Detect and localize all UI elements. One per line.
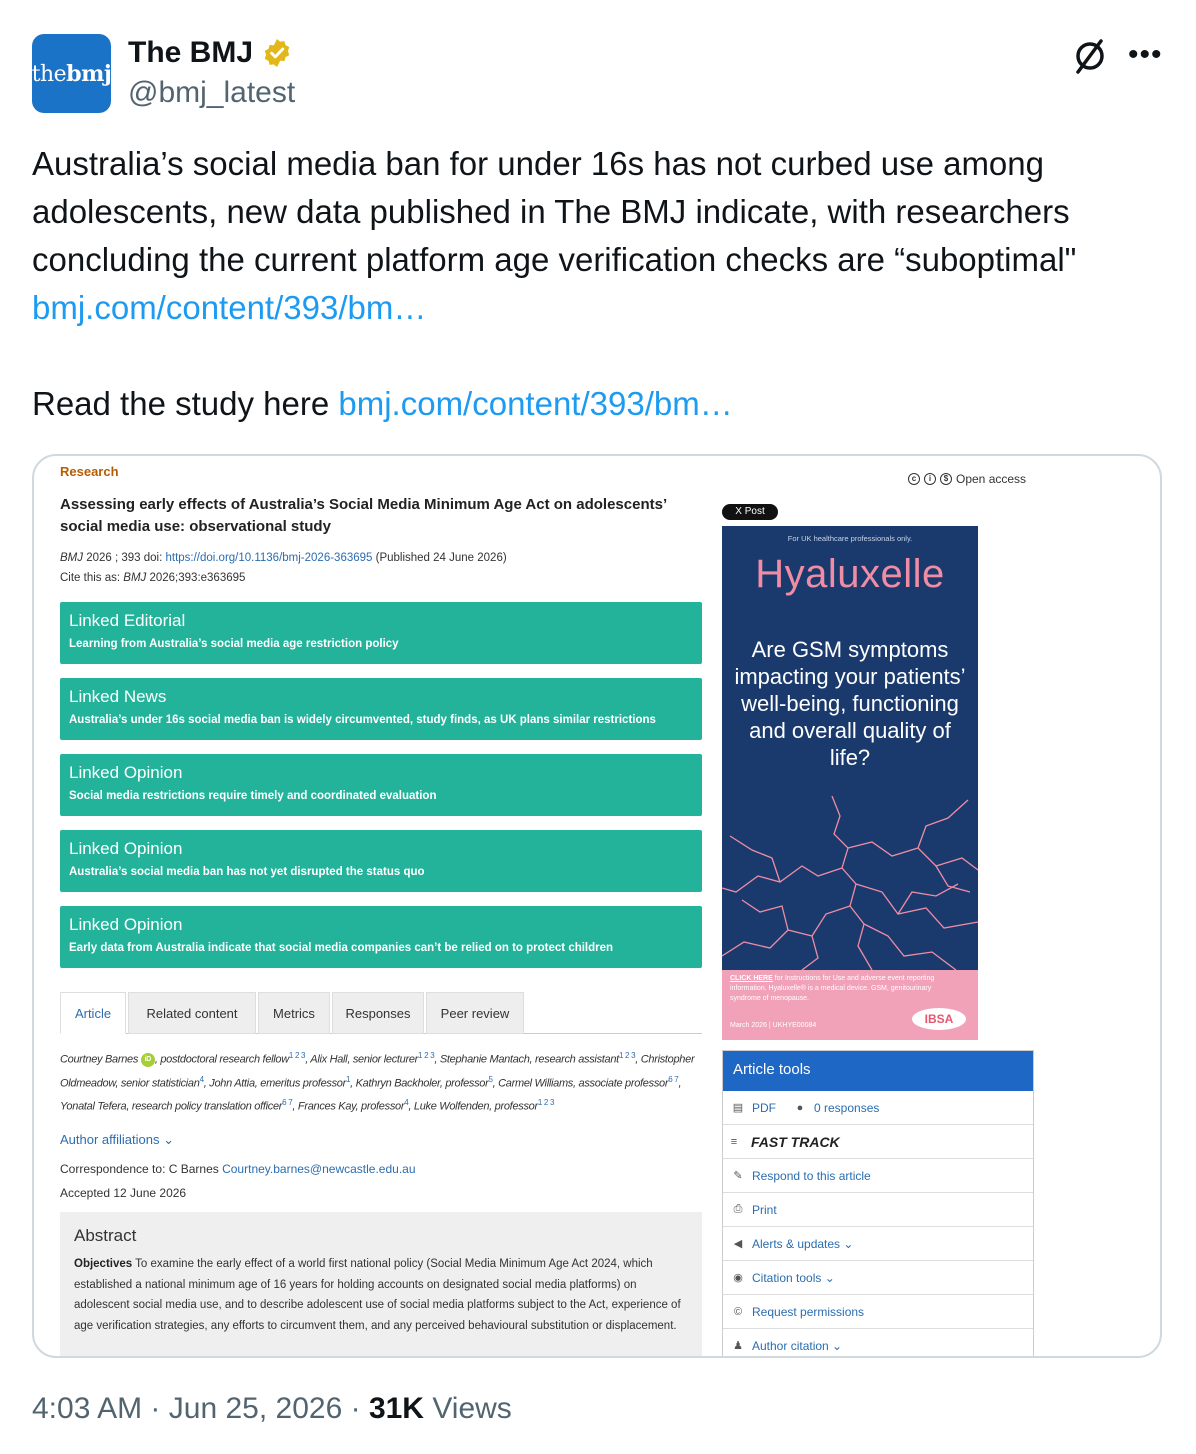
tab-article: Article [60,992,126,1034]
cc-icon: c [908,473,920,485]
article-doi-link: https://doi.org/10.1136/bmj-2026-363695 [165,552,373,564]
article-section-label: Research [60,464,119,479]
article-tabs [60,992,702,1034]
article-title: Assessing early effects of Australia’s Social Media Minimum Age Act on adolescents’ social media use: observational study [60,496,667,535]
tools-pdf-row: ▤ PDF ● 0 responses [723,1091,1033,1125]
cc-by-icon: i [924,473,936,485]
accepted-date: Accepted 12 June 2026 [60,1186,187,1200]
embedded-image-card[interactable] [32,454,1162,1358]
tweet-text-line2: Read the study here [32,385,339,422]
tools-permissions: © Request permissions [723,1295,1033,1329]
linked-item-1: Linked Editorial Learning from Australia’s social media age restriction policy [60,602,702,664]
orcid-icon: iD [141,1053,155,1067]
open-access-badge: c i $ Open access [908,472,1026,486]
article-citation-line: BMJ 2026 ; 393 doi: https://doi.org/10.1136/bmj-2026-363695 (Published 24 June 2026) [60,552,507,564]
article-tools-panel [722,1050,1034,1358]
print-icon: ⎙ [733,1203,743,1215]
grok-icon[interactable] [1070,36,1110,76]
tweet-date[interactable]: Jun 25, 2026 [168,1392,343,1425]
views-count: 31K [368,1392,424,1425]
author-affiliations: Author affiliations ⌄ [60,1132,174,1147]
article-screenshot [34,456,1162,1358]
tweet-text-line1: Australia’s social media ban for under 16s has not curbed use among adolescents, new data published in The BMJ indicate, with researchers concluding the current platform age verification checks are “suboptimal" [32,145,1077,278]
advertisement: For UK healthcare professionals only. Hyaluxelle Are GSM symptoms impacting your patients’ well-being, functioning and overall quality of life? CLICK HERE for Instructions for Use and adverse event reporting information. Hyaluxelle® is a medical device. GSM, genitourinary syndrome of menopause. March 2026 | UKHYE00084 IBSA [722,526,978,1040]
copyright-icon: © [733,1305,743,1318]
x-post-button: X Post [722,504,778,520]
article-tools-heading: Article tools [723,1051,1033,1091]
tab-metrics: Metrics [258,992,330,1034]
verified-badge-icon [261,37,293,69]
views-label: Views [432,1392,512,1425]
tweet-link-2[interactable]: bmj.com/content/393/bm… [338,385,733,422]
author-name-row[interactable] [128,36,293,70]
linked-item-2: Linked News Australia’s under 16s social media ban is widely circumvented, study finds, as UK plans similar restrictions [60,678,702,740]
tools-respond: ✎ Respond to this article [723,1159,1033,1193]
fast-track-icon: ≡ [730,1135,738,1148]
ibsa-logo: IBSA [912,1008,966,1030]
tools-author-citation: ♟ Author citation ⌄ [723,1329,1033,1358]
author-list: Courtney Barnes iD , postdoctoral research fellow$^{1 2 3}$, Alix Hall, senior lecturer$^{1 2 3}$, Stephanie Mantach, research assistant$^{1 2 3}$, Christopher Oldmeadow, senior statistician$^4$, John Attia, emeritus professor$^1$, Kathryn Backholer, professor$^5$, Carmel Williams, associate professor$^{6 7}$, Yonatal Tefera, research policy translation officer$^{6 7}$, Frances Kay, professor$^4$, Luke Wolfenden, professor$^{1 2 3}$ [60,1051,695,1113]
megaphone-icon: ◀ [733,1238,743,1250]
tools-print: ⎙ Print [723,1193,1033,1227]
tools-alerts: ◀ Alerts & updates ⌄ [723,1227,1033,1261]
author-handle[interactable]: @bmj_latest [128,76,296,109]
linked-item-5: Linked Opinion Early data from Australia indicate that social media companies can’t be relied on to protect children [60,906,702,968]
author-name[interactable]: The BMJ [128,36,254,69]
person-icon: ♟ [733,1340,743,1352]
tweet-link-1[interactable]: bmj.com/content/393/bm… [32,289,427,326]
abstract-box [60,1212,702,1358]
correspondence: Correspondence to: C Barnes Courtney.barnes@newcastle.edu.au [60,1162,416,1176]
ad-footer-band: CLICK HERE for Instructions for Use and adverse event reporting information. Hyaluxelle® is a medical device. GSM, genitourinary syndrome of menopause. March 2026 | UKHYE00084 IBSA [722,970,978,1040]
tab-peer-review: Peer review [426,992,524,1034]
abstract-body: Objectives To examine the early effect of a world first national policy (Social Media Minimum Age Act 2024, which established a national minimum age of 16 years for holding accounts on designated social media platforms) on adolescent social media use, and to describe adolescent use of social media platforms subject to the Act, experience of age verification strategies, any efforts to circumvent them, and any perceived behavioural substitution or displacement. [74,1258,681,1332]
ad-crack-pattern [722,796,978,970]
ad-brand: Hyaluxelle [755,552,945,596]
more-options-icon[interactable]: ••• [1128,38,1163,71]
globe-icon: ◉ [733,1272,743,1284]
cite-this-as: Cite this as: BMJ 2026;393:e363695 [60,572,246,584]
tweet-time[interactable]: 4:03 AM [32,1392,143,1425]
tweet-meta: 4:03 AM · Jun 25, 2026 · 31K Views [32,1392,512,1425]
tools-citation: ◉ Citation tools ⌄ [723,1261,1033,1295]
tweet-text [32,140,1172,428]
pdf-icon: ▤ [732,1102,744,1114]
linked-item-4: Linked Opinion Australia’s social media ban has not yet disrupted the status quo [60,830,702,892]
edit-icon: ✎ [733,1170,743,1182]
linked-item-3: Linked Opinion Social media restrictions require timely and coordinated evaluation [60,754,702,816]
tools-fast-track: ≡ FAST TRACK [723,1125,1033,1159]
tab-related-content: Related content [128,992,256,1034]
tab-responses: Responses [332,992,424,1034]
avatar-logo: thebmj [31,60,112,87]
cc-nc-icon: $ [940,473,952,485]
comment-icon: ● [796,1101,804,1114]
abstract-heading: Abstract [74,1226,137,1245]
author-avatar[interactable] [32,34,111,113]
ad-question: Are GSM symptoms impacting your patients’ well-being, functioning and overall quality of life? [734,637,966,770]
